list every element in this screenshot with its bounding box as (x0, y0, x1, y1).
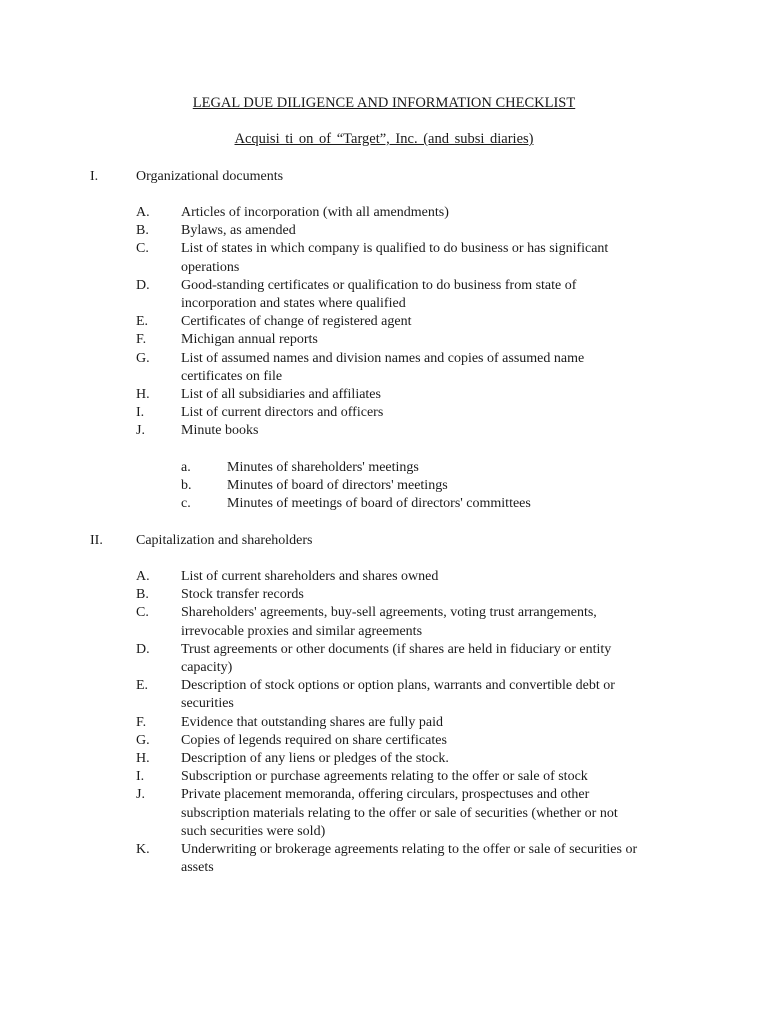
item-text: Trust agreements or other documents (if shares are held in fiduciary or entity (181, 641, 612, 657)
item-text: irrevocable proxies and similar agreements (181, 623, 423, 639)
item-text: List of assumed names and division names and copies of assumed name (181, 350, 585, 366)
item-text: Underwriting or brokerage agreements relating to the offer or sale of securities or (181, 842, 638, 857)
item-text: Copies of legends required on share certificates (181, 732, 447, 748)
item-letter: C. (136, 241, 149, 257)
item-letter: A. (136, 205, 150, 220)
item-text: Good-standing certificates or qualification to do business from state of (181, 277, 577, 293)
item-text: Minute books (181, 423, 259, 439)
item-letter: B. (136, 223, 149, 239)
item-letter: I. (136, 769, 145, 785)
item-text: securities (181, 696, 234, 712)
item-text: Description of any liens or pledges of the stock. (181, 751, 449, 766)
item-letter: G. (136, 350, 150, 366)
item-text: incorporation and states where qualified (181, 296, 406, 311)
section-title: Organizational documents (136, 169, 284, 184)
item-letter: E. (136, 678, 149, 694)
item-text: operations (181, 259, 240, 275)
item-text: Subscription or purchase agreements relating to the offer or sale of stock (181, 769, 588, 785)
item-text: Description of stock options or option plans, warrants and convertible debt or (181, 678, 615, 694)
item-text: Shareholders' agreements, buy-sell agreements, voting trust arrangements, (181, 605, 597, 621)
item-text: List of states in which company is qualified to do business or has significant (181, 241, 609, 257)
item-letter: J. (136, 787, 145, 803)
item-text: List of current directors and officers (181, 405, 384, 421)
document-title: LEGAL DUE DILIGENCE AND INFORMATION CHECKLIST (192, 95, 576, 111)
subitem-text: Minutes of board of directors' meetings (227, 477, 448, 493)
item-text: Articles of incorporation (with all amendments) (181, 205, 449, 220)
item-text: Bylaws, as amended (181, 223, 296, 239)
item-text: capacity) (181, 660, 233, 675)
item-letter: H. (136, 387, 150, 402)
item-letter: I. (136, 405, 145, 421)
item-letter: G. (136, 732, 150, 748)
item-letter: E. (136, 314, 149, 330)
item-text: List of current shareholders and shares owned (181, 569, 439, 584)
item-letter: B. (136, 587, 149, 603)
section-number: I. (90, 169, 99, 184)
section-number: II. (90, 533, 103, 548)
item-text: List of all subsidiaries and affiliates (181, 387, 381, 402)
item-text: Michigan annual reports (181, 332, 318, 348)
item-letter: J. (136, 423, 145, 439)
item-text: Certificates of change of registered agent (181, 314, 412, 330)
subitem-letter: c. (181, 496, 191, 511)
item-text: Evidence that outstanding shares are fully paid (181, 714, 444, 730)
item-text: such securities were sold) (181, 823, 326, 839)
item-letter: D. (136, 641, 150, 657)
item-letter: F. (136, 332, 147, 348)
section-title: Capitalization and shareholders (136, 533, 313, 548)
item-text: subscription materials relating to the offer or sale of securities (whether or not (181, 805, 618, 821)
document-subtitle: Acquisi ti on of “Target”, Inc. (and subsi diaries) (234, 131, 534, 147)
subitem-text: Minutes of shareholders' meetings (227, 459, 419, 475)
subitem-letter: a. (181, 459, 191, 475)
item-letter: F. (136, 714, 147, 730)
item-text: certificates on file (181, 368, 283, 384)
item-text: assets (181, 860, 214, 876)
subitem-text: Minutes of meetings of board of directors' committees (227, 496, 531, 511)
item-letter: A. (136, 569, 150, 584)
item-letter: K. (136, 842, 150, 857)
item-text: Stock transfer records (181, 587, 304, 603)
item-letter: D. (136, 277, 150, 293)
subitem-letter: b. (181, 477, 192, 493)
item-text: Private placement memoranda, offering circulars, prospectuses and other (181, 787, 590, 803)
item-letter: H. (136, 751, 150, 766)
item-letter: C. (136, 605, 149, 621)
